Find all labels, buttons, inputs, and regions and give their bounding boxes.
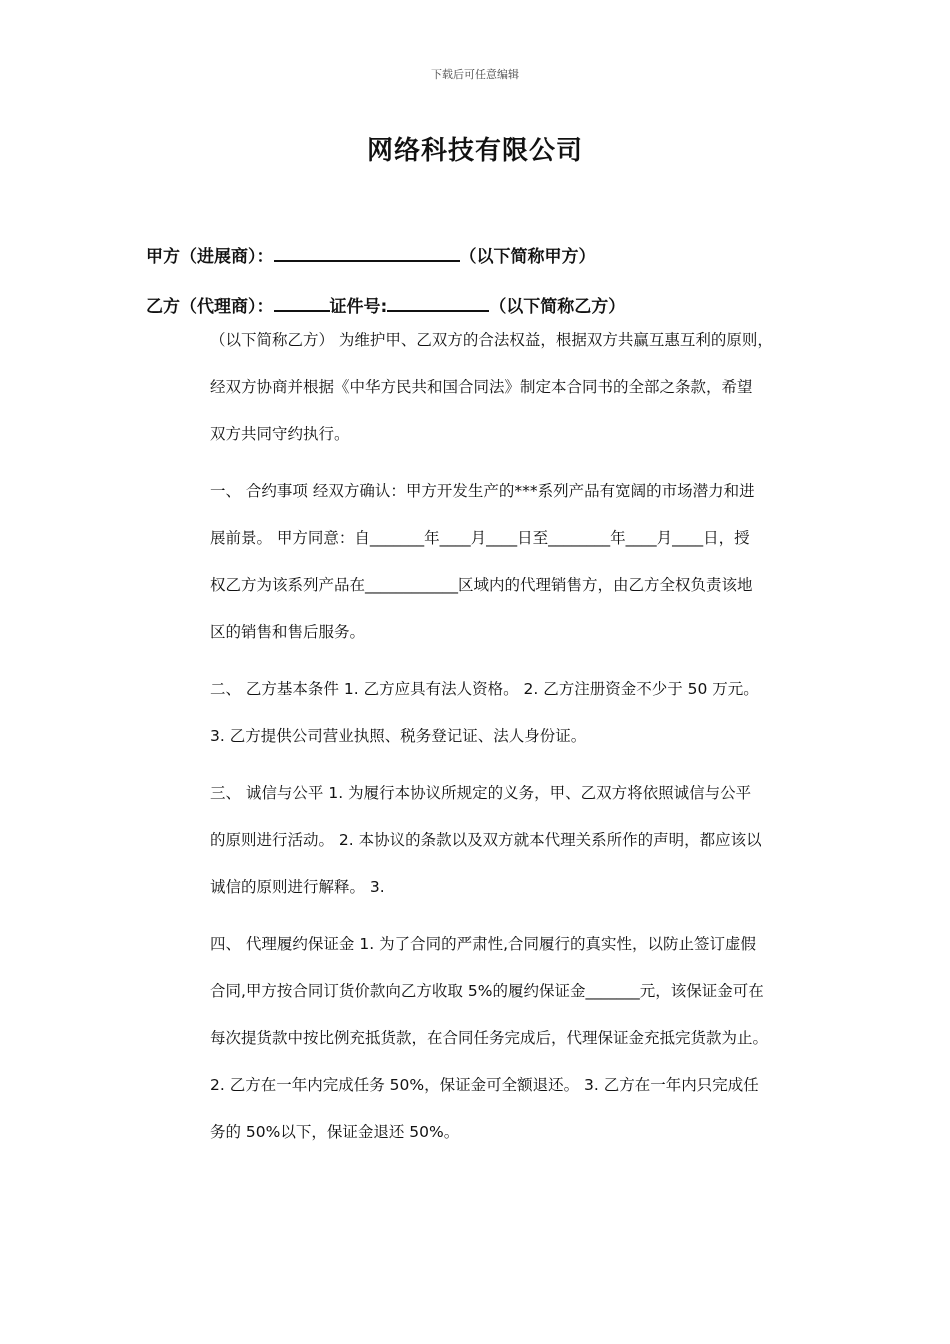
section-3-line: 的原则进行活动。 2. 本协议的条款以及双方就本代理关系所作的声明，都应该以 (210, 831, 762, 849)
section-4-line: 四、 代理履约保证金 1. 为了合同的严肃性,合同履行的真实性，以防止签订虚假 (210, 935, 756, 953)
section-2 (210, 666, 810, 760)
section-1 (210, 468, 810, 656)
intro-paragraph (210, 317, 810, 458)
section-1-line: 权乙方为该系列产品在____________区域内的代理销售方，由乙方全权负责该地 (210, 576, 753, 594)
section-4-line: 2. 乙方在一年内完成任务 50%，保证金可全额退还。 3. 乙方在一年内只完成任 (210, 1076, 759, 1094)
section-4-line: 务的 50%以下，保证金退还 50%。 (210, 1123, 460, 1141)
section-2-line: 3. 乙方提供公司营业执照、税务登记证、法人身份证。 (210, 727, 587, 745)
party-a-suffix: （以下简称甲方） (459, 247, 596, 267)
section-1-line: 一、 合约事项 经双方确认：甲方开发生产的***系列产品有宽阔的市场潜力和进 (210, 482, 755, 500)
section-4-line: 每次提货款中按比例充抵货款，在合同任务完成后，代理保证金充抵完货款为止。 (210, 1029, 769, 1047)
party-a-blank (274, 244, 460, 262)
party-b-line (146, 292, 625, 317)
section-3-line: 诚信的原则进行解释。 3. (210, 878, 385, 896)
party-b-id-label: 证件号: (329, 297, 388, 317)
section-1-line: 展前景。 甲方同意：自_______年____月____日至________年____月____日，授 (210, 529, 750, 547)
section-3-line: 三、 诚信与公平 1. 为履行本协议所规定的义务，甲、乙双方将依照诚信与公平 (210, 784, 752, 802)
section-4 (210, 921, 810, 1156)
contract-body (210, 317, 810, 1156)
section-2-line: 二、 乙方基本条件 1. 乙方应具有法人资格。 2. 乙方注册资金不少于 50 万元。 (210, 680, 759, 698)
party-a-line (146, 242, 596, 267)
party-b-label: 乙方（代理商）： (146, 297, 274, 317)
section-3 (210, 770, 810, 911)
party-b-suffix: （以下简称乙方） (489, 297, 626, 317)
party-b-id-blank (387, 294, 489, 312)
party-a-label: 甲方（进展商）： (146, 247, 274, 267)
intro-line: 经双方协商并根据《中华方民共和国合同法》制定本合同书的全部之条款，希望 (210, 378, 753, 396)
document-title: 网络科技有限公司 (366, 136, 583, 166)
header-note: 下载后可任意编辑 (431, 68, 519, 81)
party-b-name-blank (274, 294, 330, 312)
intro-line: （以下简称乙方） 为维护甲、乙双方的合法权益，根据双方共赢互惠互利的原则， (210, 331, 773, 349)
intro-line: 双方共同守约执行。 (210, 425, 350, 443)
section-4-line: 合同,甲方按合同订货价款向乙方收取 5%的履约保证金_______元，该保证金可在 (210, 982, 764, 1000)
section-1-line: 区的销售和售后服务。 (210, 623, 366, 641)
